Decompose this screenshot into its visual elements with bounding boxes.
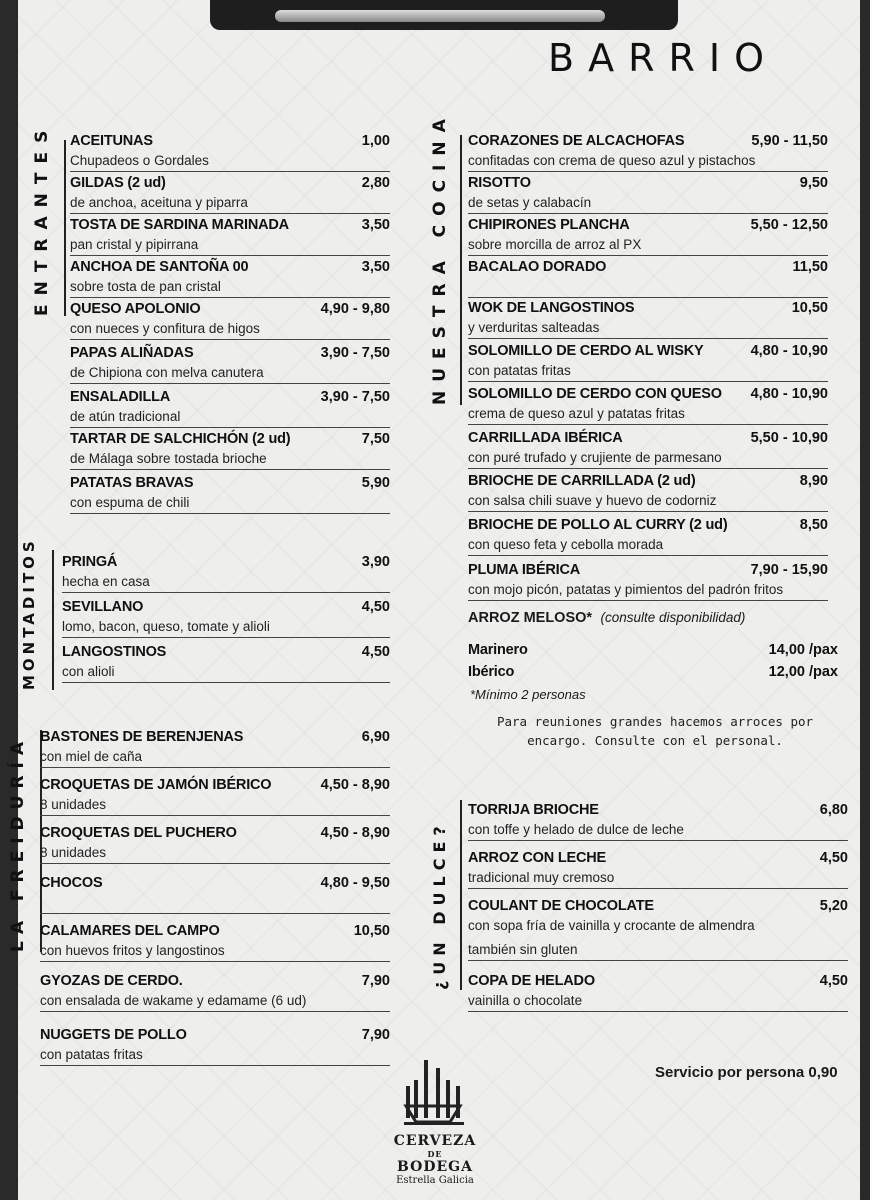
menu-item-description: de setas y calabacín (468, 195, 592, 210)
section-title-entrantes: ENTRANTES (32, 121, 52, 316)
menu-item-description: 8 unidades (40, 797, 107, 812)
menu-item-price: 4,80 - 10,90 (750, 386, 828, 402)
item-rule (40, 1011, 390, 1012)
menu-item (70, 259, 390, 301)
menu-item-name: ENSALADILLA (70, 389, 171, 405)
menu-item (70, 133, 390, 175)
menu-item-description: vainilla o chocolate (468, 993, 583, 1008)
item-rule (40, 815, 390, 816)
menu-item-price: 4,50 (819, 973, 848, 989)
menu-item-name: PLUMA IBÉRICA (468, 562, 581, 578)
item-rule (70, 427, 390, 428)
menu-item-name: COULANT DE CHOCOLATE (468, 898, 654, 914)
arroz-name: Marinero (468, 642, 528, 658)
item-rule (62, 682, 390, 683)
section-title-cocina: NUESTRA COCINA (430, 110, 450, 405)
menu-item (62, 599, 390, 641)
group-note: Para reuniones grandes hacemos arroces por encargo. Consulte con el personal. (496, 714, 814, 748)
menu-item-description: con alioli (62, 664, 115, 679)
menu-item-description: 8 unidades (40, 845, 107, 860)
section-title-montaditos: MONTADITOS (20, 537, 38, 690)
menu-item (70, 217, 390, 259)
menu-item (70, 431, 390, 473)
menu-item (468, 217, 828, 259)
menu-item-price: 3,50 (361, 259, 390, 275)
menu-item-name: COPA DE HELADO (468, 973, 595, 989)
menu-item (468, 473, 828, 515)
arroz-item (468, 664, 838, 684)
menu-item-description-extra: también sin gluten (468, 942, 578, 957)
item-rule (468, 840, 848, 841)
item-rule (468, 1011, 848, 1012)
item-rule (468, 511, 828, 512)
item-rule (70, 171, 390, 172)
menu-item-price: 4,50 (361, 599, 390, 615)
section-title-freiduria: LA FREIDURÍA (8, 734, 28, 952)
item-rule (40, 1065, 390, 1066)
menu-item-price: 11,50 (792, 259, 828, 275)
menu-item (70, 175, 390, 217)
menu-item-description: lomo, bacon, queso, tomate y alioli (62, 619, 270, 634)
menu-item-name: WOK DE LANGOSTINOS (468, 300, 635, 316)
item-rule (468, 255, 828, 256)
item-rule (70, 383, 390, 384)
menu-item-description: Chupadeos o Gordales (70, 153, 209, 168)
menu-item-description: con salsa chili suave y huevo de codorniz (468, 493, 717, 508)
item-rule (40, 913, 390, 914)
menu-item-description: confitadas con crema de queso azul y pistachos (468, 153, 756, 168)
item-rule (468, 888, 848, 889)
item-rule (40, 863, 390, 864)
menu-item-price: 10,50 (353, 923, 390, 939)
brand-line-2: DE (427, 1149, 443, 1159)
menu-item-name: GILDAS (2 ud) (70, 175, 166, 191)
menu-item (70, 389, 390, 431)
menu-item-description: crema de queso azul y patatas fritas (468, 406, 685, 421)
menu-item-description: hecha en casa (62, 574, 150, 589)
menu-item-price: 4,50 (361, 644, 390, 660)
menu-item-name: ARROZ CON LECHE (468, 850, 606, 866)
menu-item-name: PAPAS ALIÑADAS (70, 345, 194, 361)
menu-item-description: y verduritas salteadas (468, 320, 600, 335)
menu-item-description: sobre tosta de pan cristal (70, 279, 221, 294)
menu-item-price: 3,50 (361, 217, 390, 233)
menu-item-name: BACALAO DORADO (468, 259, 607, 275)
menu-item-name: QUESO APOLONIO (70, 301, 201, 317)
menu-item-description: de atún tradicional (70, 409, 181, 424)
menu-item-name: GYOZAS DE CERDO. (40, 973, 183, 989)
item-rule (70, 469, 390, 470)
menu-item-name: TORRIJA BRIOCHE (468, 802, 599, 818)
menu-item (70, 301, 390, 343)
menu-item-price: 9,50 (799, 175, 828, 191)
menu-item-description: de anchoa, aceituna y piparra (70, 195, 248, 210)
menu-item-description: con patatas fritas (468, 363, 571, 378)
menu-item-price: 5,90 - 11,50 (751, 133, 828, 149)
menu-item-price: 7,90 (361, 1027, 390, 1043)
item-rule (468, 468, 828, 469)
item-rule (468, 297, 828, 298)
item-rule (468, 424, 828, 425)
menu-item-price: 4,90 - 9,80 (320, 301, 390, 317)
menu-item-description: de Málaga sobre tostada brioche (70, 451, 267, 466)
menu-item-price: 4,50 - 8,90 (320, 825, 390, 841)
menu-item (40, 729, 390, 771)
menu-item-description: con huevos fritos y langostinos (40, 943, 225, 958)
brand-line-4: Estrella Galicia (396, 1175, 474, 1186)
menu-item-name: ACEITUNAS (70, 133, 153, 149)
menu-item (62, 644, 390, 686)
menu-item (40, 973, 390, 1015)
section-divider (52, 550, 54, 690)
menu-item-name: TARTAR DE SALCHICHÓN (2 ud) (70, 431, 291, 447)
item-rule (62, 637, 390, 638)
menu-item-price: 7,90 (361, 973, 390, 989)
section-title-dulce: ¿UN DULCE? (430, 820, 449, 990)
brand-line-1: CERVEZA (393, 1133, 477, 1149)
menu-item-name: SOLOMILLO DE CERDO AL WISKY (468, 343, 704, 359)
item-rule (40, 961, 390, 962)
menu-item-price: 1,00 (361, 133, 390, 149)
menu-item-price: 3,90 - 7,50 (320, 389, 390, 405)
menu-item-description: de Chipiona con melva canutera (70, 365, 264, 380)
menu-item-description: con mojo picón, patatas y pimientos del padrón fritos (468, 582, 784, 597)
menu-item-price: 3,90 (361, 554, 390, 570)
menu-item-name: CROQUETAS DE JAMÓN IBÉRICO (40, 777, 272, 793)
menu-item-price: 5,90 (361, 475, 390, 491)
service-charge: Servicio por persona 0,90 (655, 1064, 838, 1081)
menu-item (40, 777, 390, 819)
arroz-item (468, 642, 838, 662)
menu-item (468, 850, 848, 892)
menu-item-description: con nueces y confitura de higos (70, 321, 260, 336)
menu-item (468, 562, 828, 604)
menu-item-name: PATATAS BRAVAS (70, 475, 194, 491)
item-rule (70, 213, 390, 214)
arroz-title: ARROZ MELOSO* (468, 610, 593, 626)
menu-item-name: RISOTTO (468, 175, 531, 191)
brand-logo: BARRIO (548, 36, 778, 80)
bodega-tank-icon (400, 1058, 470, 1128)
menu-item-price: 3,90 - 7,50 (320, 345, 390, 361)
menu-item-description: con sopa fría de vainilla y crocante de almendra (468, 918, 755, 933)
menu-item-name: CHOCOS (40, 875, 103, 891)
item-rule (40, 767, 390, 768)
arroz-minimum: *Mínimo 2 personas (470, 687, 586, 702)
menu-item-name: BASTONES DE BERENJENAS (40, 729, 244, 745)
item-rule (468, 171, 828, 172)
menu-item-description: con espuma de chili (70, 495, 190, 510)
menu-item-price: 10,50 (791, 300, 828, 316)
menu-item-price: 5,50 - 10,90 (750, 430, 828, 446)
menu-item (468, 898, 848, 957)
brand-line-3: BODEGA (397, 1159, 473, 1175)
item-rule (62, 592, 390, 593)
item-rule (70, 255, 390, 256)
menu-item-price: 4,50 - 8,90 (320, 777, 390, 793)
menu-item-name: CARRILLADA IBÉRICA (468, 430, 623, 446)
item-rule (468, 555, 828, 556)
menu-item-name: NUGGETS DE POLLO (40, 1027, 187, 1043)
menu-item (468, 517, 828, 559)
menu-item-name: CALAMARES DEL CAMPO (40, 923, 220, 939)
menu-item-name: SOLOMILLO DE CERDO CON QUESO (468, 386, 722, 402)
menu-item-name: CORAZONES DE ALCACHOFAS (468, 133, 685, 149)
item-rule (468, 600, 828, 601)
menu-item (468, 133, 828, 175)
menu-item-description: con queso feta y cebolla morada (468, 537, 664, 552)
menu-item-description: con ensalada de wakame y edamame (6 ud) (40, 993, 307, 1008)
item-rule (70, 513, 390, 514)
menu-item (40, 825, 390, 867)
section-divider (460, 800, 462, 990)
menu-item-description: con patatas fritas (40, 1047, 143, 1062)
menu-item (40, 923, 390, 965)
section-divider (64, 140, 66, 316)
menu-item (70, 475, 390, 517)
menu-item-price: 5,50 - 12,50 (750, 217, 828, 233)
menu-item (468, 343, 828, 385)
section-divider (460, 135, 462, 405)
menu-item-price: 4,50 (819, 850, 848, 866)
item-rule (468, 213, 828, 214)
menu-item (62, 554, 390, 596)
menu-item-name: CROQUETAS DEL PUCHERO (40, 825, 237, 841)
item-rule (70, 339, 390, 340)
menu-item (468, 386, 828, 428)
menu-item-price: 4,80 - 10,90 (750, 343, 828, 359)
menu-item-name: CHIPIRONES PLANCHA (468, 217, 630, 233)
menu-item-price: 6,90 (361, 729, 390, 745)
menu-item-price: 7,50 (361, 431, 390, 447)
menu-item-name: BRIOCHE DE POLLO AL CURRY (2 ud) (468, 517, 728, 533)
arroz-note: (consulte disponibilidad) (600, 610, 746, 625)
menu-item-name: TOSTA DE SARDINA MARINADA (70, 217, 289, 233)
menu-item-price: 8,90 (799, 473, 828, 489)
arroz-price: 12,00 /pax (768, 664, 838, 680)
beer-brand-logo (380, 1058, 490, 1186)
arroz-heading (468, 609, 745, 627)
item-rule (70, 297, 390, 298)
menu-item-description: tradicional muy cremoso (468, 870, 615, 885)
menu-item-price: 5,20 (819, 898, 848, 914)
menu-item-name: PRINGÁ (62, 554, 118, 570)
menu-item-price: 7,90 - 15,90 (750, 562, 828, 578)
menu-item-price: 8,50 (799, 517, 828, 533)
menu-item (468, 973, 848, 1015)
menu-item (468, 259, 828, 301)
item-rule (468, 960, 848, 961)
menu-item-description: con puré trufado y crujiente de parmesano (468, 450, 722, 465)
menu-item (468, 175, 828, 217)
clipboard-bar (275, 10, 605, 22)
menu-item-description: con miel de caña (40, 749, 143, 764)
menu-item-price: 6,80 (819, 802, 848, 818)
item-rule (468, 381, 828, 382)
menu-item-description: con toffe y helado de dulce de leche (468, 822, 684, 837)
menu-item (70, 345, 390, 387)
arroz-price: 14,00 /pax (768, 642, 838, 658)
menu-item-description: sobre morcilla de arroz al PX (468, 237, 642, 252)
menu-item (468, 802, 848, 844)
menu-item (40, 875, 390, 917)
menu-item (468, 300, 828, 342)
menu-item (468, 430, 828, 472)
arroz-name: Ibérico (468, 664, 515, 680)
menu-item-name: ANCHOA DE SANTOÑA 00 (70, 259, 249, 275)
menu-item-name: BRIOCHE DE CARRILLADA (2 ud) (468, 473, 696, 489)
menu-item-description: pan cristal y pipirrana (70, 237, 199, 252)
menu-item-price: 4,80 - 9,50 (320, 875, 390, 891)
menu-item-name: SEVILLANO (62, 599, 144, 615)
menu-item-name: LANGOSTINOS (62, 644, 167, 660)
item-rule (468, 338, 828, 339)
menu-item (40, 1027, 390, 1069)
menu-item-price: 2,80 (361, 175, 390, 191)
